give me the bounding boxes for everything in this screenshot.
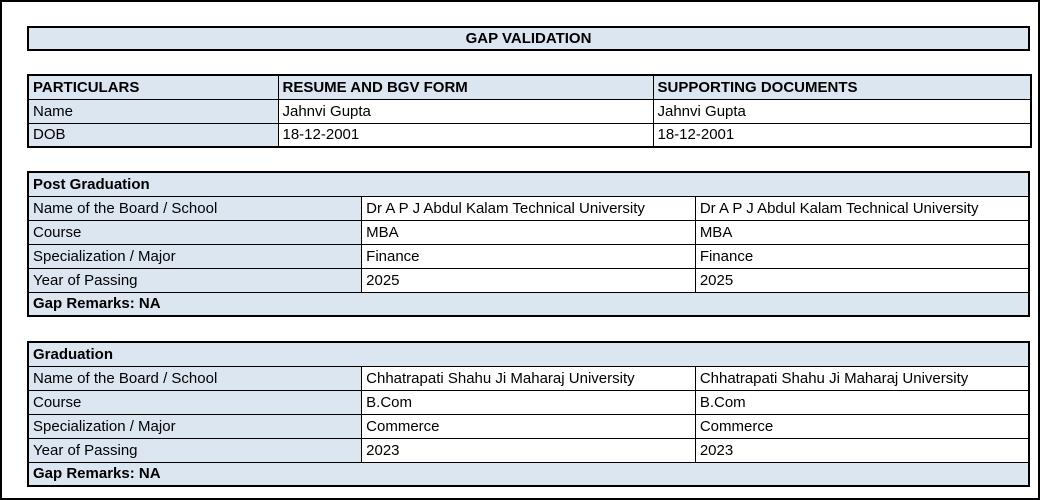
section-title-post-graduation: Post Graduation [28,172,1029,196]
dob-supporting-value: 18-12-2001 [653,123,1031,147]
section-header-row [28,172,1029,196]
board-school-label: Name of the Board / School [28,366,362,390]
gap-remarks-graduation: Gap Remarks: NA [28,462,1029,486]
page-title: GAP VALIDATION [27,26,1030,51]
board-school-supporting-value: Dr A P J Abdul Kalam Technical University [695,196,1029,220]
table-row-specialization [28,414,1029,438]
course-resume-value: B.Com [362,390,696,414]
table-row-year-of-passing [28,268,1029,292]
section-header-row [28,342,1029,366]
table-row-specialization [28,244,1029,268]
particulars-table [27,74,1032,148]
board-school-resume-value: Chhatrapati Shahu Ji Maharaj University [362,366,696,390]
year-of-passing-label: Year of Passing [28,438,362,462]
year-of-passing-resume-value: 2023 [362,438,696,462]
specialization-resume-value: Commerce [362,414,696,438]
course-label: Course [28,390,362,414]
board-school-supporting-value: Chhatrapati Shahu Ji Maharaj University [695,366,1029,390]
year-of-passing-supporting-value: 2023 [695,438,1029,462]
specialization-label: Specialization / Major [28,244,362,268]
specialization-resume-value: Finance [362,244,696,268]
name-supporting-value: Jahnvi Gupta [653,99,1031,123]
table-row-dob [28,123,1031,147]
post-graduation-table [27,171,1030,317]
name-resume-value: Jahnvi Gupta [278,99,653,123]
table-row-year-of-passing [28,438,1029,462]
graduation-table [27,341,1030,487]
gap-remarks-post-graduation: Gap Remarks: NA [28,292,1029,316]
course-label: Course [28,220,362,244]
header-supporting-documents: SUPPORTING DOCUMENTS [653,75,1031,99]
course-supporting-value: B.Com [695,390,1029,414]
gap-remarks-row [28,462,1029,486]
year-of-passing-label: Year of Passing [28,268,362,292]
header-resume-bgv-form: RESUME AND BGV FORM [278,75,653,99]
table-row-course [28,220,1029,244]
specialization-label: Specialization / Major [28,414,362,438]
table-header-row [28,75,1031,99]
table-row-name [28,99,1031,123]
specialization-supporting-value: Commerce [695,414,1029,438]
table-row-course [28,390,1029,414]
table-row-board-school [28,366,1029,390]
year-of-passing-supporting-value: 2025 [695,268,1029,292]
course-supporting-value: MBA [695,220,1029,244]
name-label: Name [28,99,278,123]
dob-resume-value: 18-12-2001 [278,123,653,147]
year-of-passing-resume-value: 2025 [362,268,696,292]
dob-label: DOB [28,123,278,147]
section-title-graduation: Graduation [28,342,1029,366]
table-row-board-school [28,196,1029,220]
header-particulars: PARTICULARS [28,75,278,99]
board-school-label: Name of the Board / School [28,196,362,220]
board-school-resume-value: Dr A P J Abdul Kalam Technical University [362,196,696,220]
course-resume-value: MBA [362,220,696,244]
specialization-supporting-value: Finance [695,244,1029,268]
gap-remarks-row [28,292,1029,316]
